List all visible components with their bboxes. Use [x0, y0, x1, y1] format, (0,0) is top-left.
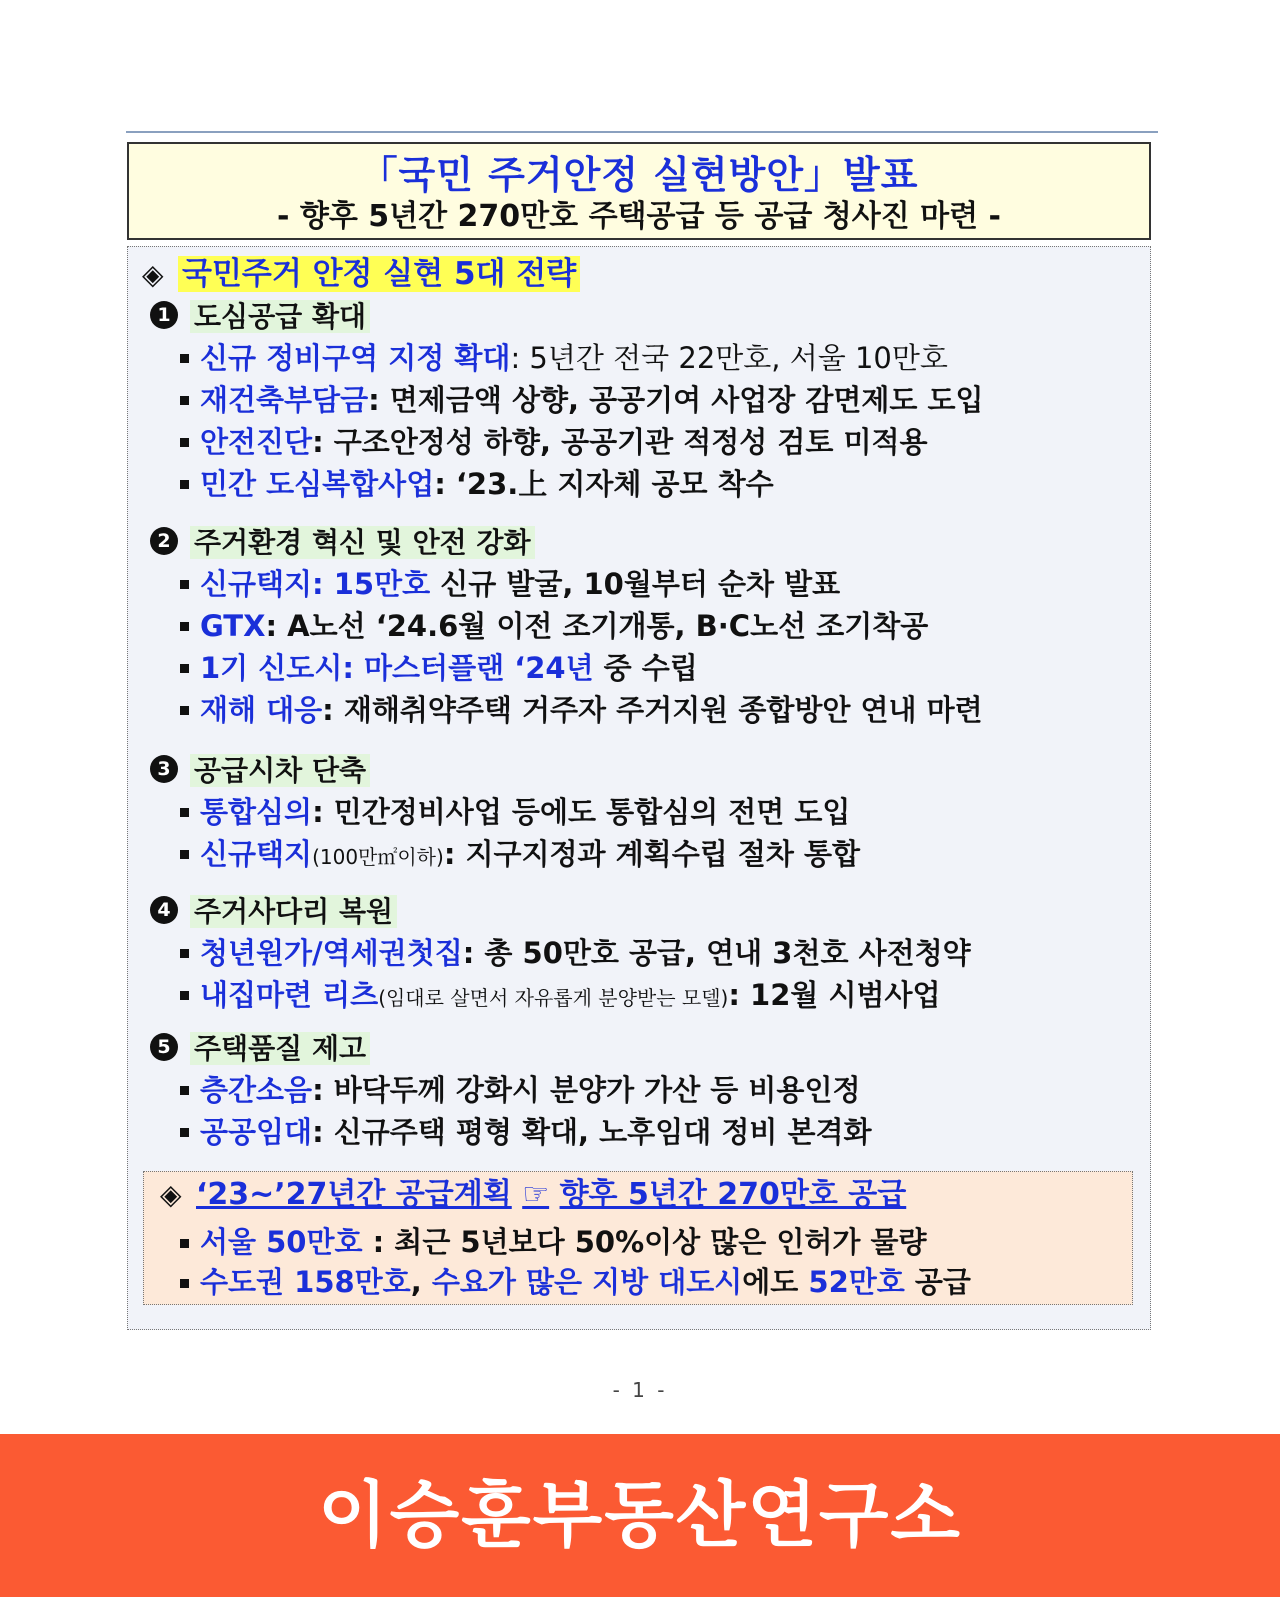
item-keyword: 신규 정비구역 지정 확대: [200, 341, 511, 375]
list-item: [150, 337, 1140, 379]
square-bullet-icon: [180, 354, 189, 363]
item-text: 중 수립: [593, 651, 698, 685]
item-keyword: 통합심의: [200, 795, 313, 829]
list-item: [150, 463, 1140, 505]
list-item: [150, 791, 1140, 833]
item-keyword: 청년원가/역세권첫집: [200, 936, 463, 970]
item-keyword: 민간 도심복합사업: [200, 467, 435, 501]
page-subtitle: - 향후 5년간 270만호 주택공급 등 공급 청사진 마련 -: [276, 199, 1002, 234]
list-item: [150, 1111, 1140, 1153]
item-text: : 12월 시범사업: [728, 978, 941, 1012]
item-keyword: 재건축부담금: [200, 383, 369, 417]
list-item: [150, 833, 1140, 878]
item-keyword: 서울 50만호: [200, 1225, 363, 1259]
item-keyword: 1기 신도시: 마스터플랜 ‘24년: [200, 651, 594, 685]
list-item: [150, 689, 1140, 731]
section-supply-lag: [150, 751, 1140, 878]
page-number: - 1 -: [612, 1378, 668, 1402]
item-keyword: 52만호: [808, 1265, 905, 1299]
number-5-icon: 5: [150, 1033, 178, 1061]
square-bullet-icon: [180, 622, 189, 631]
item-note: (임대로 살면서 자유롭게 분양받는 모델): [378, 986, 729, 1010]
diamond-icon: ◈: [142, 258, 164, 291]
list-item: [150, 974, 1140, 1019]
pointing-hand-icon: ☞: [522, 1177, 550, 1212]
section-housing-environment: [150, 523, 1140, 731]
square-bullet-icon: [180, 580, 189, 589]
item-keyword: GTX: [200, 609, 266, 643]
square-bullet-icon: [180, 438, 189, 447]
strategy-heading: [142, 253, 580, 296]
item-keyword: 내집마련 리츠: [200, 978, 379, 1012]
strategy-box: [127, 246, 1151, 1330]
title-box: [127, 142, 1151, 240]
square-bullet-icon: [180, 706, 189, 715]
list-item: [150, 605, 1140, 647]
square-bullet-icon: [180, 1086, 189, 1095]
section-title-label: 도심공급 확대: [190, 300, 370, 333]
square-bullet-icon: [180, 808, 189, 817]
section-title-label: 공급시차 단축: [190, 754, 370, 787]
plan-heading-part2: 향후 5년간 270만호 공급: [559, 1177, 907, 1212]
diamond-icon: ◈: [160, 1178, 182, 1211]
number-2-icon: 2: [150, 527, 178, 555]
item-text: 에도: [742, 1265, 809, 1299]
section-title: [150, 523, 1140, 563]
list-item: [150, 379, 1140, 421]
page-title: 「국민 주거안정 실현방안」발표: [359, 153, 919, 197]
item-text: : ‘23.上 지자체 공모 착수: [434, 467, 774, 501]
square-bullet-icon: [180, 1128, 189, 1137]
item-text: : A노선 ‘24.6월 이전 조기개통, B·C노선 조기착공: [265, 609, 929, 643]
strategy-heading-label: 국민주거 안정 실현 5대 전략: [178, 256, 580, 292]
section-title-label: 주거환경 혁신 및 안전 강화: [190, 526, 535, 559]
item-text: : 신규주택 평형 확대, 노후임대 정비 본격화: [312, 1115, 872, 1149]
list-item: [150, 647, 1140, 689]
square-bullet-icon: [180, 480, 189, 489]
square-bullet-icon: [180, 1239, 189, 1248]
section-urban-supply: [150, 297, 1140, 505]
list-item: [150, 1222, 1120, 1262]
supply-plan-box: [143, 1171, 1133, 1305]
item-note: (100만㎡이하): [312, 845, 444, 869]
list-item: [150, 932, 1140, 974]
item-keyword: 재해 대응: [200, 693, 323, 727]
item-text: : 민간정비사업 등에도 통합심의 전면 도입: [312, 795, 851, 829]
item-keyword: 신규택지: 15만호: [200, 567, 431, 601]
item-keyword: 수요가 많은 지방 대도시: [431, 1265, 743, 1299]
brand-name: 이승훈부동산연구소: [318, 1473, 962, 1557]
section-title-label: 주택품질 제고: [190, 1032, 370, 1065]
square-bullet-icon: [180, 396, 189, 405]
section-title: [150, 297, 1140, 337]
square-bullet-icon: [180, 1279, 189, 1288]
plan-heading-part1: ‘23~’27년간 공급계획: [196, 1177, 512, 1212]
square-bullet-icon: [180, 991, 189, 1000]
number-4-icon: 4: [150, 896, 178, 924]
supply-plan-heading: [160, 1174, 906, 1216]
top-rule: [126, 131, 1158, 133]
item-text: : 5년간 전국 22만호, 서울 10만호: [510, 341, 948, 375]
section-housing-ladder: [150, 892, 1140, 1019]
item-text: : 총 50만호 공급, 연내 3천호 사전청약: [462, 936, 971, 970]
item-text: : 지구지정과 계획수립 절차 통합: [443, 837, 860, 871]
section-title-label: 주거사다리 복원: [190, 895, 397, 928]
section-title: [150, 751, 1140, 791]
item-text: 신규 발굴, 10월부터 순차 발표: [430, 567, 841, 601]
item-text: : 재해취약주택 거주자 주거지원 종합방안 연내 마련: [322, 693, 983, 727]
item-keyword: 수도권 158만호: [200, 1265, 411, 1299]
list-item: [150, 1262, 1120, 1302]
list-item: [150, 1069, 1140, 1111]
number-1-icon: 1: [150, 301, 178, 329]
square-bullet-icon: [180, 664, 189, 673]
item-text: : 면제금액 상향, 공공기여 사업장 감면제도 도입: [368, 383, 984, 417]
section-housing-quality: [150, 1029, 1140, 1153]
item-keyword: 공공임대: [200, 1115, 313, 1149]
list-item: [150, 421, 1140, 463]
square-bullet-icon: [180, 949, 189, 958]
item-text: : 바닥두께 강화시 분양가 가산 등 비용인정: [312, 1073, 861, 1107]
list-item: [150, 563, 1140, 605]
item-text: ,: [410, 1265, 432, 1299]
item-text: 공급: [904, 1265, 971, 1299]
number-3-icon: 3: [150, 755, 178, 783]
item-keyword: 층간소음: [200, 1073, 313, 1107]
item-keyword: 신규택지: [200, 837, 313, 871]
item-keyword: 안전진단: [200, 425, 313, 459]
section-title: [150, 1029, 1140, 1069]
item-text: : 최근 5년보다 50%이상 많은 인허가 물량: [362, 1225, 927, 1259]
item-text: : 구조안정성 하향, 공공기관 적정성 검토 미적용: [312, 425, 928, 459]
square-bullet-icon: [180, 850, 189, 859]
footer-banner: [0, 1434, 1280, 1597]
section-title: [150, 892, 1140, 932]
